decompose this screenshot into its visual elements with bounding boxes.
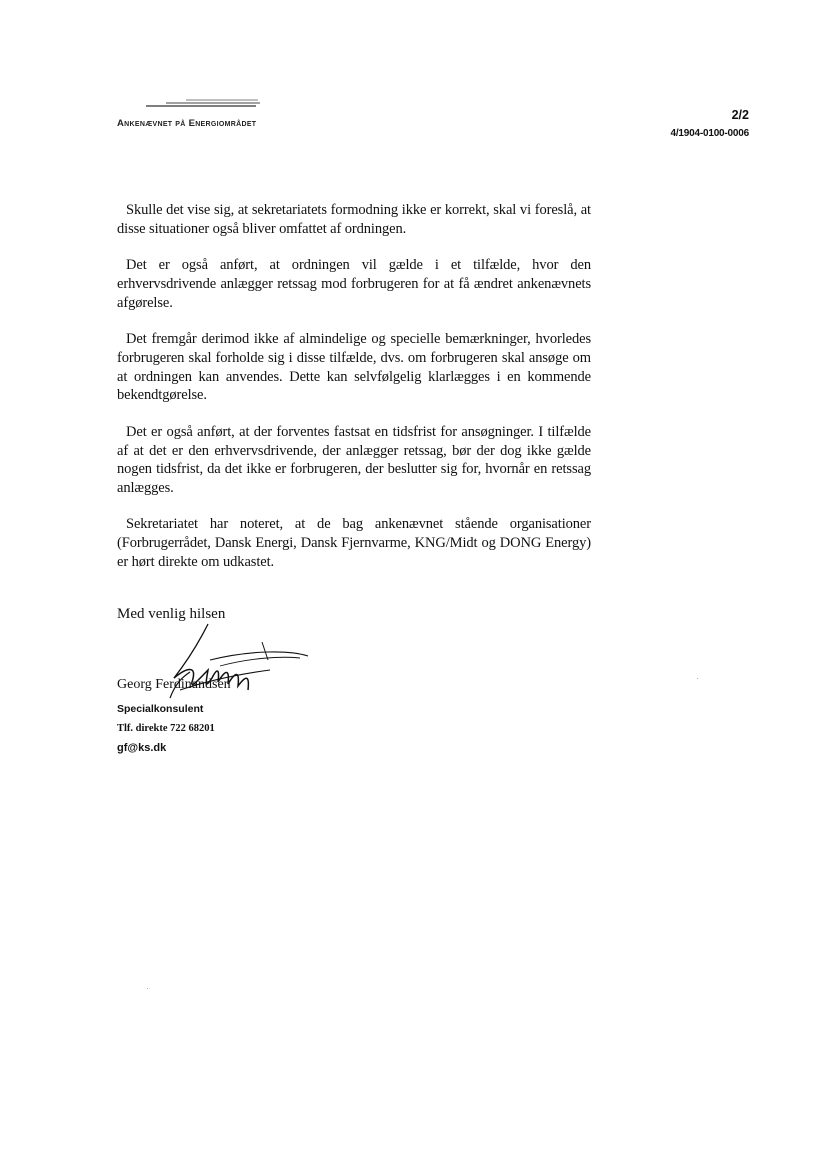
handwritten-signature (150, 620, 320, 710)
organization-logo-rule (146, 98, 261, 110)
paragraph: Det fremgår derimod ikke af almindelige og specielle bemærkninger, hvorledes forbrugeren skal forholde sig i disse tilfælde, dvs. om forbrugeren skal ansøge om at ordningen kan anvendes. Dette kan selvfølgelig klarlægges i en kommende bekendtgørelse. (117, 331, 591, 404)
organization-name: Ankenævnet på Energiområdet (117, 118, 257, 129)
closing-salutation: Med venlig hilsen (117, 606, 226, 622)
paragraph: Det er også anført, at ordningen vil gælde i et tilfælde, hvor den erhvervsdrivende anlægger retssag mod forbrugeren for at få ændret ankenævnets afgørelse. (117, 257, 591, 311)
scan-speck (697, 678, 698, 679)
signatory-title: Specialkonsulent (117, 703, 204, 715)
paragraph: Skulle det vise sig, at sekretariatets formodning ikke er korrekt, skal vi foreslå, at disse situationer også bliver omfattet af ordningen. (117, 202, 591, 237)
signatory-name: Georg Ferdinandsen (117, 677, 231, 692)
signatory-email: gf@ks.dk (117, 742, 167, 754)
letter-body (117, 201, 591, 589)
signatory-phone: Tlf. direkte 722 68201 (117, 723, 215, 734)
page-number: 2/2 (731, 108, 749, 122)
paragraph: Sekretariatet har noteret, at de bag ankenævnet stående organisationer (Forbrugerrådet, Dansk Energi, Dansk Fjernvarme, KNG/Midt og DONG Energy) er hørt direkte om udkastet. (117, 516, 591, 570)
paragraph: Det er også anført, at der forventes fastsat en tidsfrist for ansøgninger. I tilfælde af at det er den erhvervsdrivende, der anlægger retssag, bør der dog ikke gælde nogen tidsfrist, da det ikke er forbrugeren, der beslutter sig for, hvornår en retssag anlægges. (117, 423, 591, 496)
scan-speck (147, 988, 148, 989)
case-number: 4/1904-0100-0006 (670, 128, 749, 139)
